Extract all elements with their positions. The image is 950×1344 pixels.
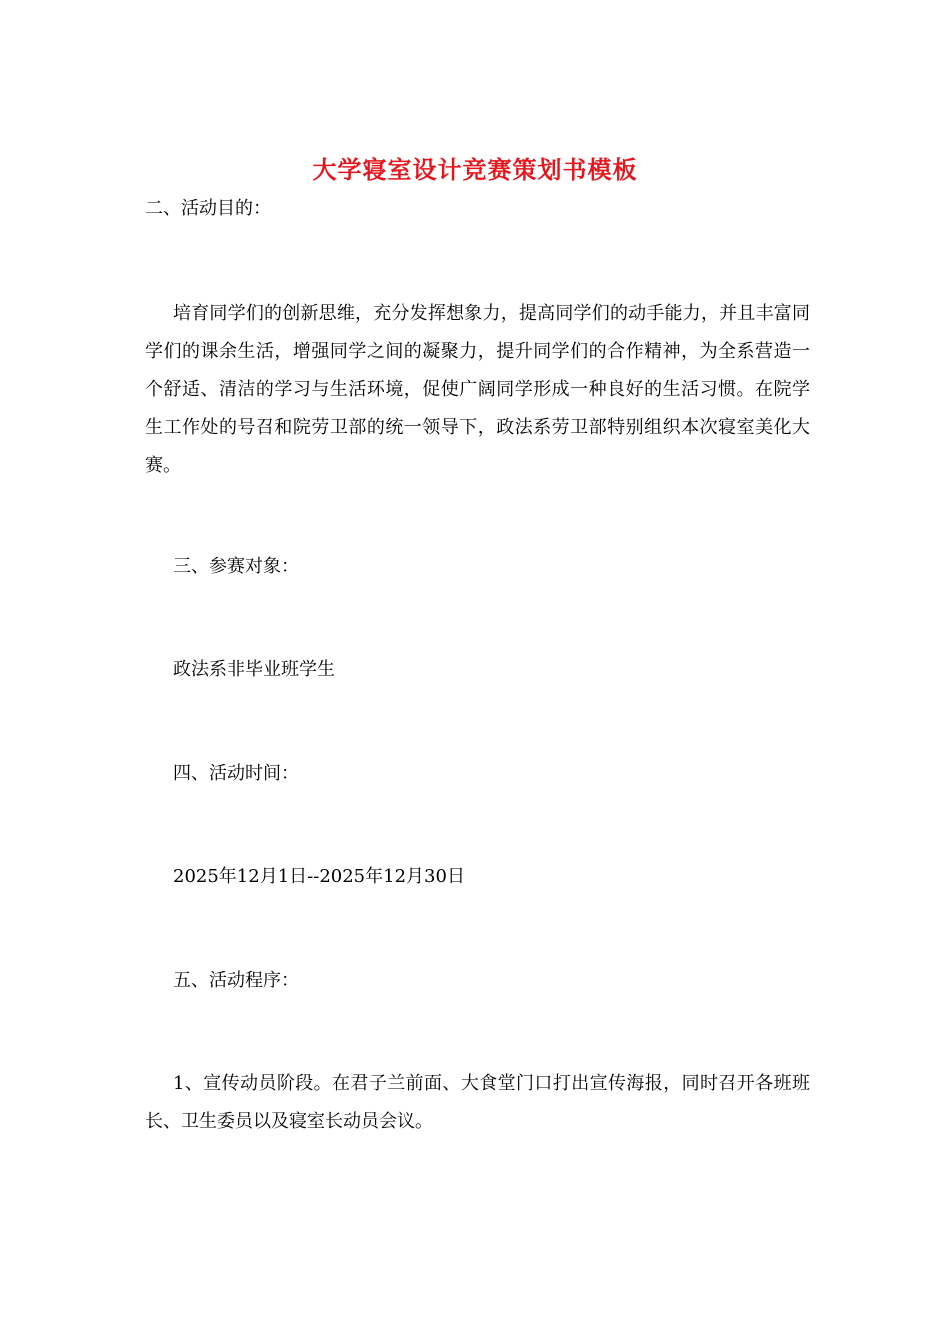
procedure-item-1: 1、宣传动员阶段。在君子兰前面、大食堂门口打出宣传海报，同时召开各班班长、卫生委员以及寝室长动员会议。 — [145, 1073, 810, 1132]
section-heading-purpose: 二、活动目的： — [145, 198, 271, 219]
section-body-time: 2025年12月1日--2025年12月30日 — [173, 866, 465, 887]
document-title: 大学寝室设计竞赛策划书模板 — [312, 155, 638, 184]
section-heading-participants: 三、参赛对象： — [173, 556, 299, 577]
section-body-participants: 政法系非毕业班学生 — [173, 659, 335, 680]
section-heading-procedure: 五、活动程序： — [173, 970, 299, 991]
section-body-purpose: 培育同学们的创新思维，充分发挥想象力，提高同学们的动手能力，并且丰富同学们的课余生活，增强同学之间的凝聚力，提升同学们的合作精神，为全系营造一个舒适、清洁的学习与生活环境，促使广阔同学形成一种良好的生活习惯。在院学生工作处的号召和院劳卫部的统一领导下，政法系劳卫部特别组织本次寝室美化大赛。 — [145, 303, 810, 476]
section-heading-time: 四、活动时间： — [173, 763, 299, 784]
